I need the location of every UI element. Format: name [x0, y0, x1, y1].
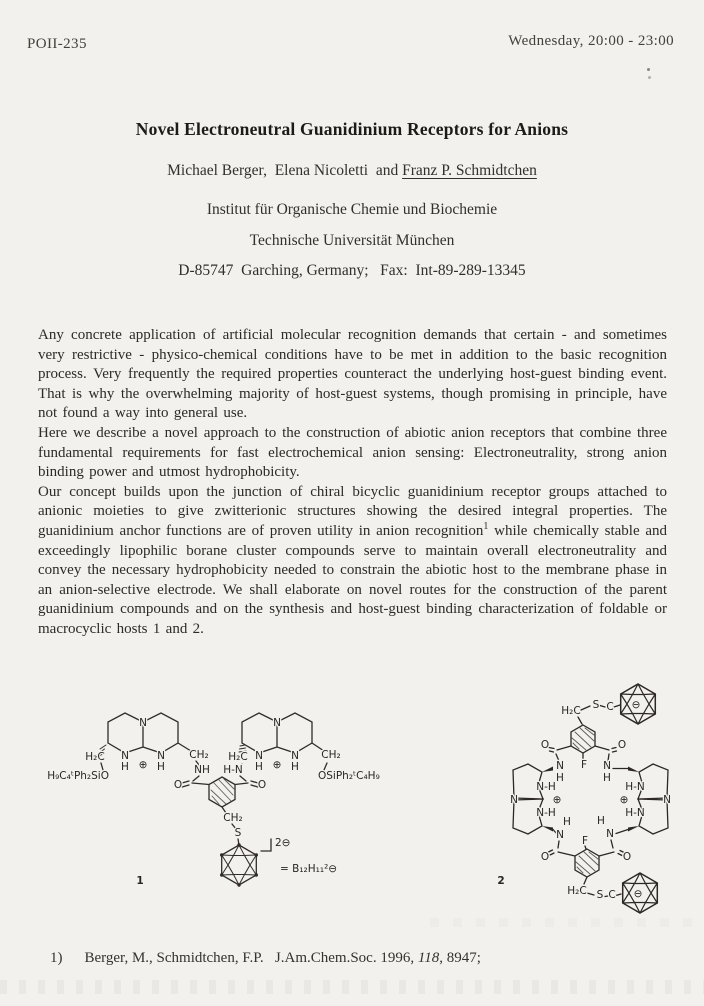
guanidinium-n: N — [273, 717, 281, 729]
bracket-charge: 2⊖ — [275, 837, 291, 849]
carbonyl-o: O — [622, 851, 632, 863]
carborane-c: C — [606, 701, 614, 713]
scan-artifact-dot — [647, 68, 650, 71]
thioether-s: S — [234, 827, 242, 839]
guanidinium-n: N — [157, 750, 165, 762]
amide-n: N — [606, 828, 614, 840]
ch2-linker: CH₂ — [321, 749, 341, 761]
amide-n: N — [603, 760, 611, 772]
paragraph-3-text: Our concept builds upon the junction of chiral bicyclic guanidinium receptor groups attached to anionic moieties to give zwitterionic structures showing the desired integral properties. The guanidinium anchor functions are of proven utility in anion recognition — [38, 483, 667, 539]
reference-text: Berger, M., Schmidtchen, F.P. J.Am.Chem.Soc. 1996, — [84, 950, 418, 966]
amide-h: H — [563, 816, 571, 828]
authors-plain: Michael Berger, Elena Nicoletti and — [167, 162, 403, 179]
plus-charge: ⊕ — [272, 759, 282, 771]
amide-nh: NH — [194, 764, 210, 776]
carborane-c: C — [608, 889, 616, 901]
scan-artifact-dot — [648, 76, 651, 79]
nh-hydrogen: H — [255, 761, 263, 773]
cage-minus-charge: ⊖ — [633, 888, 643, 900]
affiliation-address-fax: D-85747 Garching, Germany; Fax: Int-89-289-13345 — [178, 262, 526, 279]
compound-number-2: 2 — [497, 875, 505, 887]
authors-line — [0, 162, 704, 180]
author-underlined: Franz P. Schmidtchen — [402, 162, 537, 179]
thioether-s: S — [592, 699, 600, 711]
guanidinium-n: N — [510, 794, 518, 806]
guanidinium-nh: H-N — [625, 781, 645, 793]
abstract-paragraph-3 — [38, 483, 667, 640]
plus-charge: ⊕ — [138, 759, 148, 771]
ch2-stereo-right: H₂C — [228, 751, 248, 763]
guanidinium-n: N — [663, 794, 671, 806]
nh-hydrogen: H — [121, 761, 129, 773]
carbonyl-o: O — [173, 779, 183, 791]
cage-vertex-dots — [220, 843, 258, 886]
affiliation-institute: Institut für Organische Chemie und Biochemie — [206, 201, 498, 218]
guanidinium-n: N — [139, 717, 147, 729]
carbonyl-o: O — [617, 739, 627, 751]
abstract-body — [38, 326, 667, 640]
ch2-stereo-left: H₂C — [85, 751, 105, 763]
plus-charge: ⊕ — [619, 794, 629, 806]
guanidinium-n: N — [291, 750, 299, 762]
thioether-s: S — [596, 889, 604, 901]
benzylic-ch2: H₂C — [567, 885, 587, 897]
reference-tail: , 8947; — [439, 950, 481, 966]
amide-h: H — [597, 815, 605, 827]
reference-marker: 1) — [50, 950, 63, 966]
abstract-paragraph-2: Here we describe a novel approach to the construction of abiotic anion receptors that combine three fundamental requirements for fast electrochemical anion sensing: Electroneutrality, strong anion binding power and utmost hydrophobicity. — [38, 424, 667, 481]
carbonyl-o: O — [540, 851, 550, 863]
reference-volume: 118 — [417, 950, 440, 966]
compound-1-structure — [15, 688, 435, 908]
scan-noise-band — [430, 918, 704, 927]
compound-number-1: 1 — [136, 875, 144, 887]
scan-noise-band — [0, 980, 704, 994]
compound-2-structure — [450, 672, 700, 942]
amide-n: N — [556, 829, 564, 841]
amide-h: H — [556, 772, 564, 784]
benzylic-ch2: CH₂ — [223, 812, 243, 824]
compound-2-bonds — [513, 684, 668, 913]
ch2-linker: CH₂ — [189, 749, 209, 761]
affiliation-university: Technische Universität München — [249, 232, 455, 249]
reference-line — [50, 950, 481, 967]
guanidinium-nh: N-H — [536, 807, 556, 819]
page-title: Novel Electroneutral Guanidinium Receptors for Anions — [135, 119, 569, 139]
fluorine: F — [580, 759, 588, 771]
amide-n: N — [556, 760, 564, 772]
silyl-group-right: OSiPh₂ᵗC₄H₉ — [318, 770, 380, 782]
poster-code: POII-235 — [27, 36, 87, 52]
amide-h: H — [603, 772, 611, 784]
abstract-paragraph-1: Any concrete application of artificial molecular recognition demands that certain - and sometimes very restrictive - physico-chemical conditions have to be met in addition to the basic recognition process. Very frequently the required properties counteract the underlying host-guest binding event. That is why the overwhelming majority of host-guest systems, though promising in principle, have not found a way into general use. — [38, 327, 667, 422]
fluorine: F — [581, 835, 589, 847]
reference-superscript: 1 — [483, 520, 489, 532]
guanidinium-nh: N-H — [536, 781, 556, 793]
nh-hydrogen: H — [291, 761, 299, 773]
guanidinium-n: N — [255, 750, 263, 762]
borane-cluster-formula: = B₁₂H₁₁²⊖ — [280, 863, 338, 875]
benzylic-ch2: H₂C — [561, 705, 581, 717]
plus-charge: ⊕ — [552, 794, 562, 806]
carbonyl-o: O — [540, 739, 550, 751]
guanidinium-n: N — [121, 750, 129, 762]
carbonyl-o: O — [257, 779, 267, 791]
amide-nh: H-N — [223, 764, 243, 776]
session-schedule: Wednesday, 20:00 - 23:00 — [508, 33, 674, 49]
nh-hydrogen: H — [157, 761, 165, 773]
paragraph-3-text: while chemically stable and exceedingly lipophilic borane cluster compounds serve to maintain overall electroneutrality and convey the necessary hydrophobicity needed to constrain the abiotic host to the membrane phase in an anion-selective electrode. We shall elaborate on novel routes for the construction of the parent guanidinium compounds and on the synthesis and host-guest binding characterization of foldable or macrocyclic hosts 1 and 2. — [38, 522, 667, 637]
silyl-group-left: H₉C₄ᵗPh₂SiO — [47, 770, 109, 782]
compound-1-bonds — [99, 713, 327, 885]
cage-minus-charge: ⊖ — [631, 699, 641, 711]
guanidinium-nh: H-N — [625, 807, 645, 819]
